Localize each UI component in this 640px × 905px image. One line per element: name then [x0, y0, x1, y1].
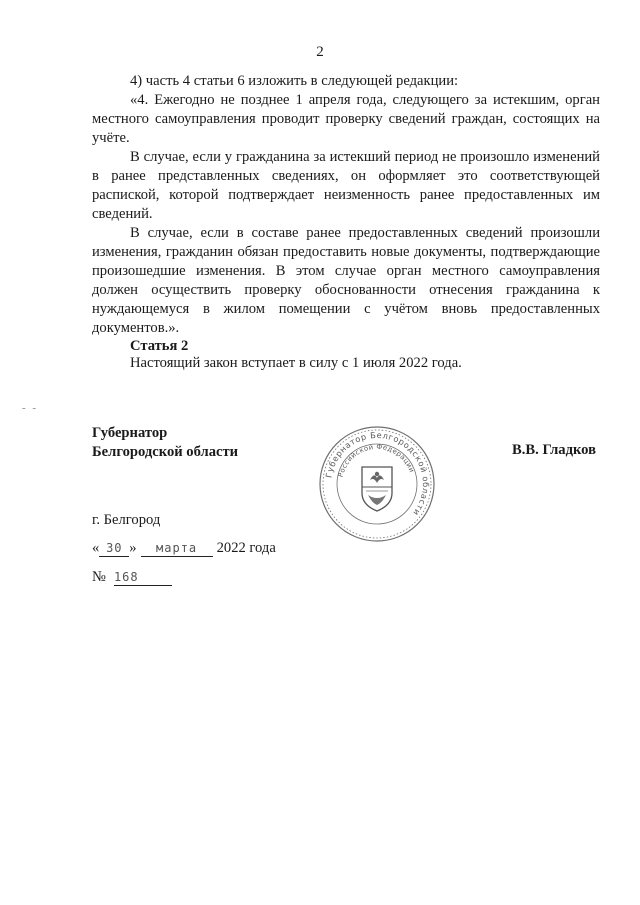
paragraph-part-4: «4. Ежегодно не позднее 1 апреля года, следующего за истекшим, орган местного самоуправления проводит проверку сведений граждан, состоящих на учёте. [92, 92, 600, 146]
law-amendment-text [92, 72, 600, 338]
number-prefix: № [92, 569, 106, 585]
date-year: 2022 года [216, 540, 276, 556]
article-heading: Статья 2 [130, 338, 189, 354]
date-day-field [99, 541, 129, 557]
signatory-name: В.В. Гладков [512, 442, 596, 458]
date-open-quote: « [92, 540, 100, 556]
date-close-quote: » [129, 540, 137, 556]
margin-mark: - - [22, 402, 39, 414]
date-line [92, 540, 276, 557]
number-line [92, 569, 172, 586]
date-month-handwritten: марта [156, 541, 198, 555]
signatory-title-line-2: Белгородской области [92, 444, 239, 460]
paragraph-amendment-intro: 4) часть 4 статьи 6 изложить в следующей редакции: [130, 73, 459, 89]
paragraph-with-changes: В случае, если в составе ранее предоставленных сведений произошли изменения, гражданин обязан предоставить новые документы, подтверждающие произошедшие изменения. В этом случае орган местного самоуправления должен осуществить проверку обоснованности отнесения гражданина к нуждающемуся в жилом помещении с учётом вновь предоставленных документов.». [92, 225, 600, 336]
signatory-title-line-1: Губернатор [92, 425, 168, 441]
official-seal-icon [318, 425, 436, 543]
article-text: Настоящий закон вступает в силу с 1 июля 2022 года. [130, 355, 462, 371]
date-month-field [141, 541, 213, 557]
place-of-signing: г. Белгород [92, 512, 161, 528]
number-field [114, 570, 172, 586]
paragraph-no-changes: В случае, если у гражданина за истекший период не произошло изменений в ранее представленных сведениях, он оформляет это соответствующей распиской, которой подтверждает неизменность ранее предоставленных им сведений. [92, 149, 600, 222]
date-day-handwritten: 30 [106, 541, 123, 555]
page-number: 2 [316, 44, 324, 60]
number-handwritten: 168 [113, 570, 139, 584]
signatory-title [92, 424, 238, 462]
seal-inner-text: Российской Федерации [336, 442, 416, 478]
seal-outer-text: Губернатор Белгородской области [323, 429, 432, 518]
